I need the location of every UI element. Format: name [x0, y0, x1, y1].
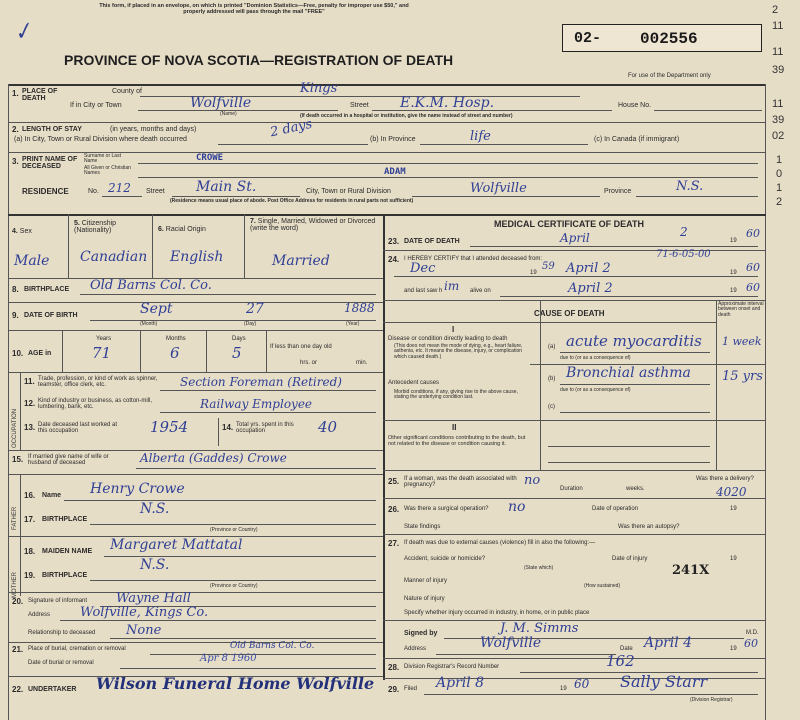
mail-notice: This form, if placed in an envelope, on which is printed "Dominion Statistics—Free, penalty for improper use $50," and properly addressed will pass through the mail "FREE" [99, 3, 409, 15]
filed-yr19: 19 [560, 686, 567, 692]
mother-side-label: MOTHER [12, 572, 18, 598]
margin-code: 2 [776, 196, 783, 208]
due-to-a-text: due to (or as a consequence of) [560, 355, 631, 361]
street-value: E.K.M. Hosp. [400, 95, 495, 111]
accident-label: Accident, suicide or homicide? [404, 556, 486, 562]
res-province-label: Province [604, 188, 632, 195]
due-to-b-text: due to (or as a consequence of) [560, 387, 631, 393]
stay-province-label: (b) In Province [370, 136, 416, 143]
alive-on-label: alive on [470, 288, 491, 294]
hospital-note: (If death occurred in a hospital or institution, give the name instead of street and number) [300, 113, 513, 119]
birth-month-value: Sept [140, 301, 173, 317]
antecedent-note: Morbid conditions, if any, giving rise to the above cause, stating the underlying condition last. [394, 389, 518, 401]
cause-of-death-heading: CAUSE OF DEATH [534, 309, 605, 318]
age-months-value: 6 [170, 344, 180, 362]
last-saw-pronoun: im [444, 279, 460, 293]
father-birthplace-label: BIRTHPLACE [42, 516, 88, 523]
certify-label: I HEREBY CERTIFY that I attended deceased from: [404, 256, 543, 262]
county-value: Kings [300, 81, 338, 96]
autopsy-label: Was there an autopsy? [618, 524, 680, 530]
mother-maiden-value: Margaret Mattatal [110, 537, 243, 553]
sig-yr19: 19 [730, 646, 737, 652]
interval-header: Approximate interval between onset and death [718, 301, 764, 318]
marital-value: Married [272, 253, 330, 269]
section-ii-label: II [452, 423, 457, 432]
margin-code: 11 [772, 20, 784, 32]
mother-prov-caption: (Province or Country) [210, 583, 258, 589]
death-year-value: 60 [746, 227, 760, 240]
margin-code: 11 [772, 46, 784, 58]
dob-label: DATE OF BIRTH [24, 312, 78, 319]
min-label: min. [356, 360, 368, 366]
interval-a-value: 1 week [722, 335, 762, 348]
industry-value: Railway Employee [200, 397, 313, 411]
operation-yr19: 19 [730, 506, 737, 512]
signed-by-value: J. M. Simms [500, 621, 579, 636]
total-yrs-value: 40 [318, 418, 338, 436]
state-which-caption: (State which) [524, 565, 554, 571]
alive-date-value: April 2 [568, 281, 613, 296]
day-caption: (Day) [244, 321, 257, 327]
last-worked-label: Date deceased last worked at this occupation [38, 422, 118, 435]
last-saw-label: and last saw h [404, 288, 443, 294]
less-than-day-label: If less than one day old [270, 344, 332, 350]
record-no-value: 162 [606, 652, 635, 670]
reg-prefix: 02- [574, 30, 602, 47]
burial-place-label: Place of burial, cremation or removal [28, 646, 126, 652]
father-name-label: Name [42, 492, 62, 499]
relationship-value: None [126, 623, 162, 638]
burial-place-value: Old Barns Col. Co. [230, 641, 315, 651]
margin-code: 11 [772, 98, 784, 110]
marital-label: Single, Married, Widowed or Divorced (write the word) [250, 218, 376, 233]
cause-c-marker: (c) [548, 404, 555, 410]
signed-by-label: Signed by [404, 630, 438, 637]
death-registration-form: ✓ This form, if placed in an envelope, on which is printed "Dominion Statistics—Free, penalty for improper use $50," and properly addressed will pass through the mail "FREE" 02- 002556 For use of the Department only PROVINCE OF NOVA SCOTIA—REGISTRATION OF DEATH 2 11 11 39 11 39 02 1 0 1 2 1. PLACE OF DEATH County of Kings If in City or Town Wolfville (Name) Street E.K.M. Hosp. House No. (If death occurred in a hospital or institution, give the name instead of street and number) 2. LENGTH OF STAY (in years, months and days) (a) In City, Town or Rural Division where death occurred 2 days (b) In Province life (c) In Canada (if immigrant) 3. PRINT NAME OF DECEASED Surname or Last Name CROWE All Given or Christian Names ADAM RESIDENCE No. 212 Street Main St. City, Town or Rural Division Wolfville Province N.S. (Residence means usual place of abode. Post Office Address for residents in rural parts not sufficient) 4. Sex 5. Citizenship (Nationality) 6. Racial Origin 7. Single, Married, Widowed or Divorced (write the word) Male Canadian English Married 8. BIRTHPLACE Old Barns Col. Co. 9. DATE OF BIRTH Sept 27 1888 (Month) (Day) (Year) 10. AGE in Years Months Days 71 6 5 If less than one day old hrs. or min. OCCUPATION 11. Trade, profession, or kind of work as spinner, teamster, office clerk, etc. Section Foreman (Retired) 12. Kind of industry or business, as cotton-mill, lumbering, bank, etc. Railway Employee 13. Date deceased last worked at this occupation 1954 14. Total yrs. spent in this occupation 40 15. If married give name of wife or husband of deceased Alberta (Gaddes) Crowe FATHER 16. Name Henry Crowe 17. BIRTHPLACE N.S. (Province or Country) MOTHER 18. MAIDEN NAME Margaret Mattatal 19. BIRTHPLACE N.S. (Province or Country) 20. Signature of informant Wayne Hall Address Wolfville, Kings Co. Relationship to deceased None 21. Place of burial, cremation or removal Old Barns Col. Co. Date of burial or removal Apr 8 1960 22. UNDERTAKER Wilson Funeral Home Wolfville MEDICAL CERTIFICATE OF DEATH 23. DATE OF DEATH April 2 19 60 24. I HEREBY CERTIFY that I attended deceased from: 71-6-05-00 Dec 19 59 April 2 19 60 and last saw h im alive on April 2 19 60 CAUSE OF DEATH Approximate interval between onset and death I Disease or condition directly leading to death (This does not mean the mode of dying, e.g., heart failure, asthenia, etc. It means the disease, injury, or complication which caused death.) (a) acute myocarditis 1 week due to (or as a consequence of) Antecedent causes Morbid conditions, if any, giving rise to the above cause, stating the underlying condition last. (b) Bronchial asthma 15 yrs due to (or as a consequence of) (c) II Other significant conditions contributing to the death, but not related to the disease or condition causing it. 25. If a woman, was the death associated with pregnancy? no Duration weeks. Was there a delivery? 4020 26. Was there a surgical operation? no Date of operation 19 State findings Was there an autopsy? 27. If death was due to external causes (violence) fill in also the following:— Accident, suicide or homicide? Date of injury 19 (State which) Manner of injury 241X (How sustained) Nature of injury Specify whether injury occurred in industry, in home, or in public place Signed by J. M. Simms M.D. Address Wolfville Date April 4 19 60 28. Division Registrar's Record Number 162 29. Filed April 8 19 60 Sally Starr (Division Registrar) [0, 0, 800, 720]
house-no-label: House No. [618, 102, 652, 109]
certify-to-value: April 2 [566, 261, 611, 276]
date-of-death-label: DATE OF DEATH [404, 238, 460, 245]
citizenship-value: Canadian [80, 249, 148, 265]
alive-yr: 60 [746, 281, 760, 294]
margin-code: 1 [776, 182, 783, 194]
res-province-value: N.S. [676, 179, 704, 194]
alive-yr19: 19 [730, 288, 737, 294]
death-yr19: 19 [730, 238, 737, 244]
racial-value: English [170, 249, 224, 265]
state-findings-label: State findings [404, 524, 441, 530]
division-no-label: Division Registrar's Record Number [404, 664, 500, 670]
birthplace-label: BIRTHPLACE [24, 286, 70, 293]
md-label: M.D. [746, 630, 759, 636]
father-name-value: Henry Crowe [90, 481, 185, 497]
weeks-label: weeks. [626, 486, 645, 492]
years-caption: Years [96, 336, 112, 342]
date-operation-label: Date of operation [592, 506, 639, 512]
total-yrs-label: Total yrs. spent in this occupation [236, 422, 294, 435]
married-name-label: If married give name of wife or husband of deceased [28, 454, 109, 467]
manner-label: Manner of injury [404, 578, 448, 584]
sig-address-value: Wolfville [480, 635, 542, 651]
trade-value: Section Foreman (Retired) [180, 375, 342, 389]
undertaker-value: Wilson Funeral Home Wolfville [96, 674, 375, 693]
undertaker-label: UNDERTAKER [28, 686, 77, 693]
certify-from-value: Dec [410, 261, 436, 276]
place-of-death-label: PLACE OF DEATH [22, 88, 58, 103]
duration-label: Duration [560, 486, 583, 492]
external-label: If death was due to external causes (violence) fill in also the following:— [404, 540, 596, 546]
how-sustained-caption: (How sustained) [584, 583, 621, 589]
pregnancy-value: no [524, 473, 541, 488]
father-prov-caption: (Province or Country) [210, 527, 258, 533]
surname-value: CROWE [196, 153, 224, 163]
filed-registrar-value: Sally Starr [620, 672, 708, 691]
filed-date-value: April 8 [436, 675, 485, 691]
relationship-label: Relationship to deceased [28, 630, 96, 636]
informant-address-label: Address [28, 612, 51, 618]
sig-date-value: April 4 [644, 635, 693, 651]
surname-caption: Surname or Last Name [84, 153, 121, 165]
age-years-value: 71 [92, 344, 112, 362]
burial-date-value: Apr 8 1960 [200, 653, 257, 664]
county-label: County of [112, 88, 142, 95]
age-label: AGE in [28, 350, 52, 357]
nature-label: Nature of injury [404, 596, 445, 602]
injury-yr19: 19 [730, 556, 737, 562]
sig-date-label: Date [620, 646, 633, 652]
cause-b-value: Bronchial asthma [566, 365, 691, 381]
res-city-value: Wolfville [470, 181, 527, 196]
certify-from-yr19: 19 [530, 270, 537, 276]
informant-value: Wayne Hall [116, 591, 191, 606]
city-value: Wolfville [190, 95, 252, 111]
medical-cert-heading: MEDICAL CERTIFICATE OF DEATH [494, 219, 644, 229]
certify-from-yr: 59 [542, 261, 555, 272]
margin-code: 02 [772, 130, 785, 142]
stay-city-label: (a) In City, Town or Rural Division where death occurred [14, 136, 187, 143]
days-caption: Days [232, 336, 246, 342]
birthplace-value: Old Barns Col. Co. [90, 278, 212, 293]
given-value: ADAM [384, 167, 406, 177]
year-caption: (Year) [346, 321, 360, 327]
mother-birthplace-value: N.S. [140, 557, 170, 573]
length-sub-label: (in years, months and days) [110, 126, 197, 133]
death-month-value: April [560, 231, 590, 245]
industry-label: Kind of industry or business, as cotton-mill, lumbering, bank, etc. [38, 398, 153, 411]
form-title: PROVINCE OF NOVA SCOTIA—REGISTRATION OF DEATH [64, 52, 454, 68]
father-birthplace-value: N.S. [140, 501, 170, 517]
street-label: Street [350, 102, 369, 109]
city-label: If in City or Town [70, 102, 122, 109]
informant-address-value: Wolfville, Kings Co. [80, 605, 209, 620]
stay-city-value: 2 days [268, 116, 314, 141]
certify-to-yr: 60 [746, 261, 760, 274]
pregnancy-label: If a woman, was the death associated with pregnancy? [404, 476, 517, 489]
length-of-stay-label: LENGTH OF STAY [22, 126, 82, 133]
sig-address-label: Address [404, 646, 427, 652]
stay-province-value: life [470, 129, 491, 144]
given-caption: All Given or Christian Names [84, 165, 131, 177]
sig-yr: 60 [744, 637, 758, 650]
month-caption: (Month) [140, 321, 158, 327]
margin-code: 39 [772, 114, 785, 126]
res-street-label: Street [146, 188, 165, 195]
occupation-side-label: OCCUPATION [12, 408, 18, 448]
specify-label: Specify whether injury occurred in industry, in home, or in public place [404, 610, 590, 616]
maiden-name-label: MAIDEN NAME [42, 548, 93, 555]
disease-note: (This does not mean the mode of dying, e.g., heart failure, asthenia, etc. It means the disease, injury, or complication which caused death.) [394, 343, 523, 360]
other-conditions-label: Other significant conditions contributing to the death, but not related to the disease or condition causing it. [388, 435, 526, 447]
res-street-value: Main St. [196, 179, 257, 195]
filed-yr: 60 [574, 677, 590, 691]
residence-label: RESIDENCE [22, 187, 69, 196]
father-side-label: FATHER [12, 506, 18, 530]
margin-code: 39 [772, 64, 785, 76]
manner-value: 241X [672, 563, 710, 578]
trade-label: Trade, profession, or kind of work as spinner, teamster, office clerk, etc. [38, 376, 158, 389]
birth-year-value: 1888 [344, 301, 375, 315]
delivery-label: Was there a delivery? [696, 476, 754, 482]
spouse-value: Alberta (Gaddes) Crowe [140, 451, 287, 465]
residence-note: (Residence means usual place of abode. Post Office Address for residents in rural parts not sufficient) [170, 198, 414, 204]
surgical-label: Was there a surgical operation? [404, 506, 489, 512]
death-day-value: 2 [680, 225, 688, 239]
months-caption: Months [166, 336, 186, 342]
stay-canada-label: (c) In Canada (if immigrant) [594, 136, 680, 143]
sex-value: Male [14, 253, 50, 269]
age-days-value: 5 [232, 344, 242, 362]
birth-day-value: 27 [246, 301, 264, 317]
sex-label: Sex [19, 228, 32, 235]
reg-number: 002556 [640, 30, 698, 48]
res-no-value: 212 [108, 181, 131, 195]
division-registrar-caption: (Division Registrar) [690, 697, 733, 703]
mother-birthplace-label: BIRTHPLACE [42, 572, 88, 579]
margin-code: 0 [776, 168, 783, 180]
certify-to-yr19: 19 [730, 270, 737, 276]
print-name-label: PRINT NAME OF DECEASED [22, 156, 78, 171]
date-injury-label: Date of injury [612, 556, 648, 562]
disease-directly-label: Disease or condition directly leading to death [388, 336, 508, 342]
racial-label: Racial Origin [165, 226, 206, 233]
annot-right-1: 71-6-05-00 [656, 249, 711, 260]
res-no-label: No. [88, 188, 99, 195]
res-city-label: City, Town or Rural Division [306, 188, 391, 195]
dept-use-note: For use of the Department only [628, 73, 711, 79]
annot-delivery: 4020 [716, 485, 747, 499]
margin-code: 1 [776, 154, 783, 166]
check-mark-icon: ✓ [10, 17, 36, 48]
cause-a-marker: (a) [548, 344, 556, 350]
cause-b-marker: (b) [548, 376, 556, 382]
last-worked-value: 1954 [150, 418, 189, 436]
section-i-label: I [452, 325, 455, 334]
cause-a-value: acute myocarditis [566, 332, 702, 350]
antecedent-label: Antecedent causes [388, 380, 440, 386]
filed-label: Filed [404, 686, 418, 692]
margin-code: 2 [772, 4, 779, 16]
informant-sig-label: Signature of informant [28, 598, 88, 604]
name-caption: (Name) [220, 111, 237, 117]
interval-b-value: 15 yrs [722, 369, 763, 384]
hrs-label: hrs. or [300, 360, 318, 366]
citizenship-label: Citizenship (Nationality) [74, 220, 117, 235]
surgical-value: no [508, 499, 526, 515]
burial-date-label: Date of burial or removal [28, 660, 94, 666]
